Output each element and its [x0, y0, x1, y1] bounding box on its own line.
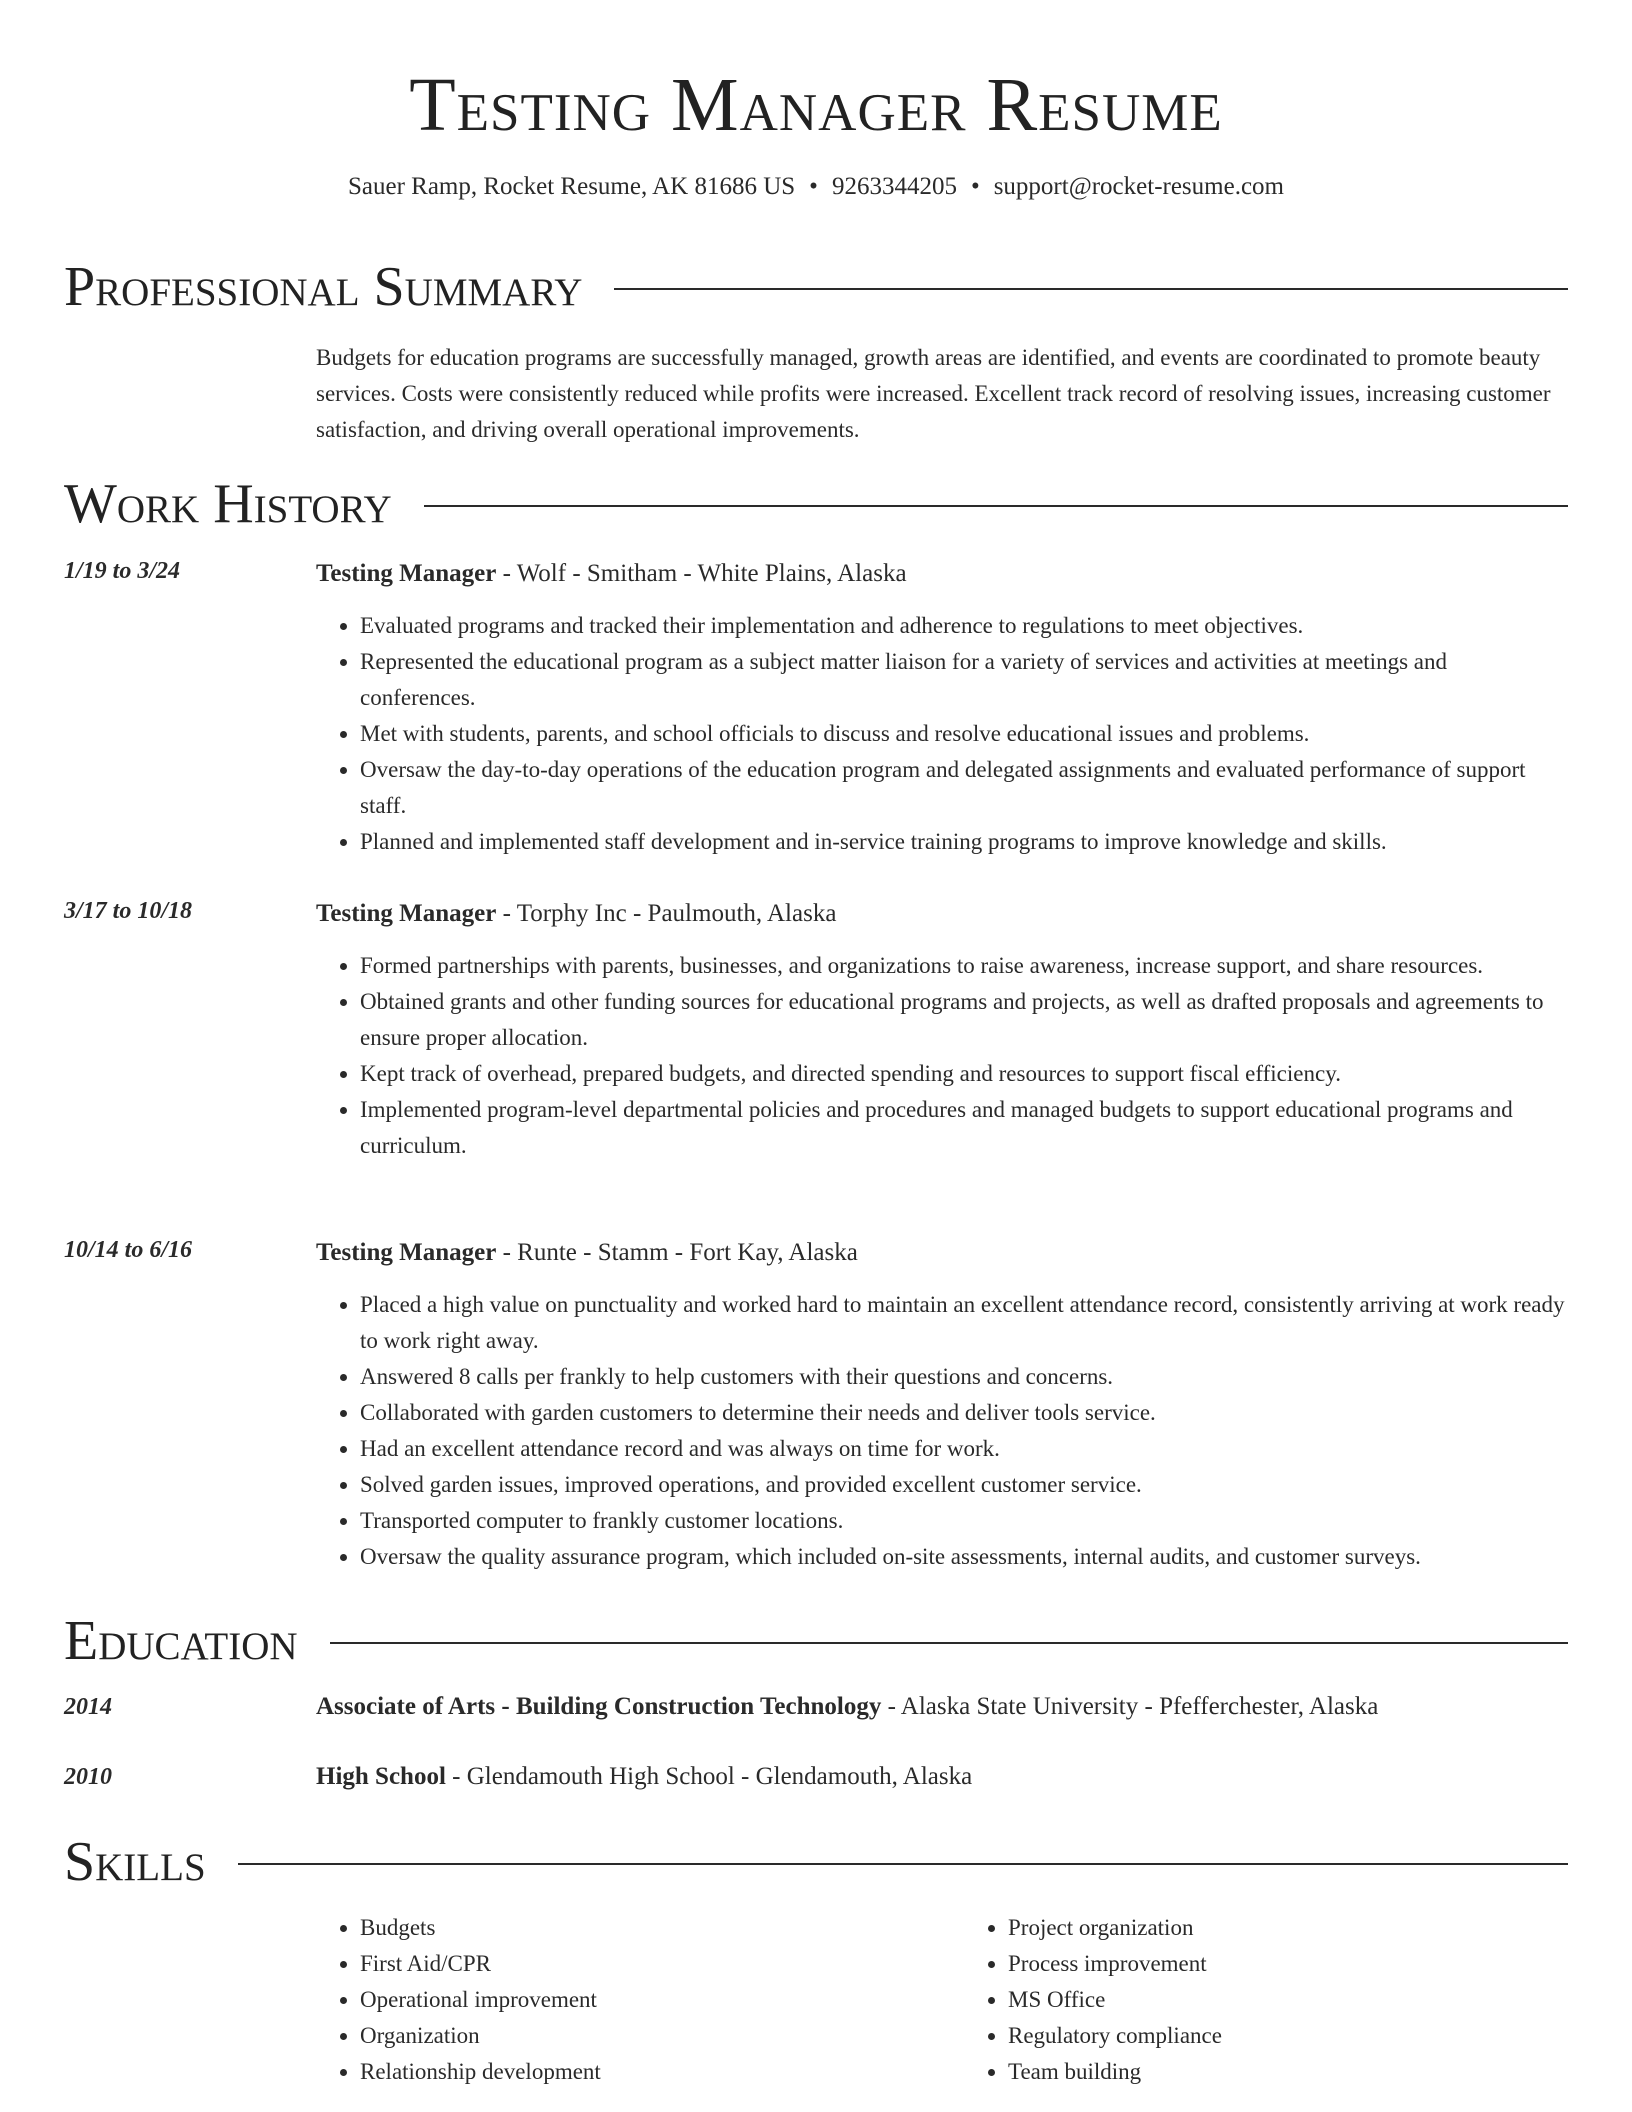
skill-item: • MS Office — [1008, 1982, 1568, 2018]
contact-email[interactable]: support@rocket-resume.com — [993, 173, 1284, 200]
work-section-title: Work History — [64, 473, 392, 535]
job-bullet: • Placed a high value on punctuality and worked hard to maintain an excellent attendance record, consistently arriving at work ready to work right away. — [360, 1287, 1568, 1359]
job-bullet: • Kept track of overhead, prepared budgets, and directed spending and resources to support fiscal efficiency. — [360, 1056, 1568, 1092]
section-divider — [614, 288, 1568, 290]
job-title: Testing Manager — [316, 1239, 497, 1266]
job-bullet: • Evaluated programs and tracked their implementation and adherence to regulations to meet objectives. — [360, 608, 1568, 644]
work-section-header — [64, 474, 1568, 534]
job-bullet: • Oversaw the day-to-day operations of the education program and delegated assignments and evaluated performance of support staff. — [360, 752, 1568, 824]
job-heading — [316, 1237, 1568, 1269]
summary-section-header — [64, 257, 1568, 317]
education-line — [316, 1691, 1568, 1723]
summary-section-title: Professional Summary — [64, 256, 583, 318]
job-title: Testing Manager — [316, 900, 497, 927]
job-bullets — [316, 948, 1568, 1164]
skill-item: • Relationship development — [360, 2054, 920, 2090]
job-dates: 1/19 to 3/24 — [64, 558, 181, 584]
skills-column-right — [964, 1910, 1568, 2090]
job-bullet: • Transported computer to frankly customer locations. — [360, 1503, 1568, 1539]
skill-item: • Process improvement — [1008, 1946, 1568, 1982]
job-bullet: • Represented the educational program as a subject matter liaison for a variety of services and activities at meetings and conferences. — [360, 644, 1568, 716]
skill-item: • Team building — [1008, 2054, 1568, 2090]
resume-title: Testing Manager Resume — [409, 63, 1223, 147]
contact-separator: • — [970, 173, 980, 200]
job-bullets — [316, 1287, 1568, 1575]
job-title: Testing Manager — [316, 560, 497, 587]
skills-section-header — [64, 1832, 1568, 1892]
education-line — [316, 1761, 1568, 1793]
job-company: - Torphy Inc - Paulmouth, Alaska — [496, 900, 837, 927]
skill-item: • First Aid/CPR — [360, 1946, 920, 1982]
skills-list — [316, 1910, 1568, 2090]
job-company: - Wolf - Smitham - White Plains, Alaska — [496, 560, 907, 587]
education-school: - Alaska State University - Pfefferchester, Alaska — [881, 1693, 1379, 1720]
job-bullet: • Had an excellent attendance record and was always on time for work. — [360, 1431, 1568, 1467]
skill-item: • Project organization — [1008, 1910, 1568, 1946]
job-heading — [316, 558, 1568, 590]
job-bullets — [316, 608, 1568, 860]
skill-item: • Operational improvement — [360, 1982, 920, 2018]
section-divider — [238, 1863, 1568, 1865]
education-year: 2010 — [64, 1764, 112, 1790]
job-bullet: • Solved garden issues, improved operations, and provided excellent customer service. — [360, 1467, 1568, 1503]
summary-text: Budgets for education programs are successfully managed, growth areas are identified, and events are coordinated to promote beauty services. Costs were consistently reduced while profits were increased. Excellent track record of resolving issues, increasing customer satisfaction, and driving overall operational improvements. — [316, 345, 1551, 442]
job-dates: 10/14 to 6/16 — [64, 1237, 193, 1263]
education-section-title: Education — [64, 1610, 298, 1672]
skills-column-left — [316, 1910, 920, 2090]
education-school: - Glendamouth High School - Glendamouth, Alaska — [445, 1763, 973, 1790]
job-bullet: • Oversaw the quality assurance program, which included on-site assessments, internal audits, and customer surveys. — [360, 1539, 1568, 1575]
education-entry — [64, 1691, 1568, 1723]
contact-phone: 9263344205 — [831, 173, 957, 200]
education-degree: Associate of Arts - Building Construction Technology — [316, 1693, 882, 1720]
job-bullet: • Met with students, parents, and school officials to discuss and resolve educational issues and problems. — [360, 716, 1568, 752]
job-dates: 3/17 to 10/18 — [64, 898, 193, 924]
job-bullet: • Obtained grants and other funding sources for educational programs and projects, as well as drafted proposals and agreements to ensure proper allocation. — [360, 984, 1568, 1056]
section-divider — [424, 505, 1568, 507]
skill-item: • Organization — [360, 2018, 920, 2054]
job-bullet: • Planned and implemented staff development and in-service training programs to improve knowledge and skills. — [360, 824, 1568, 860]
contact-line — [0, 172, 1632, 202]
education-entry — [64, 1761, 1568, 1793]
job-company: - Runte - Stamm - Fort Kay, Alaska — [496, 1239, 858, 1266]
job-bullet: • Formed partnerships with parents, businesses, and organizations to raise awareness, increase support, and share resources. — [360, 948, 1568, 984]
skills-section-title: Skills — [64, 1831, 206, 1893]
job-entry — [64, 898, 1568, 1164]
contact-address: Sauer Ramp, Rocket Resume, AK 81686 US — [347, 173, 796, 200]
job-bullet: • Implemented program-level departmental policies and procedures and managed budgets to support educational programs and curriculum. — [360, 1092, 1568, 1164]
contact-separator: • — [809, 173, 818, 200]
job-entry — [64, 1237, 1568, 1575]
job-bullet: • Answered 8 calls per frankly to help customers with their questions and concerns. — [360, 1359, 1568, 1395]
skill-item: • Regulatory compliance — [1008, 2018, 1568, 2054]
job-entry — [64, 558, 1568, 860]
education-section-header — [64, 1611, 1568, 1671]
job-bullet: • Collaborated with garden customers to determine their needs and deliver tools service. — [360, 1395, 1568, 1431]
education-degree: High School — [316, 1763, 446, 1790]
job-heading — [316, 898, 1568, 930]
skill-item: • Budgets — [360, 1910, 920, 1946]
section-divider — [330, 1642, 1568, 1644]
education-year: 2014 — [64, 1694, 112, 1720]
